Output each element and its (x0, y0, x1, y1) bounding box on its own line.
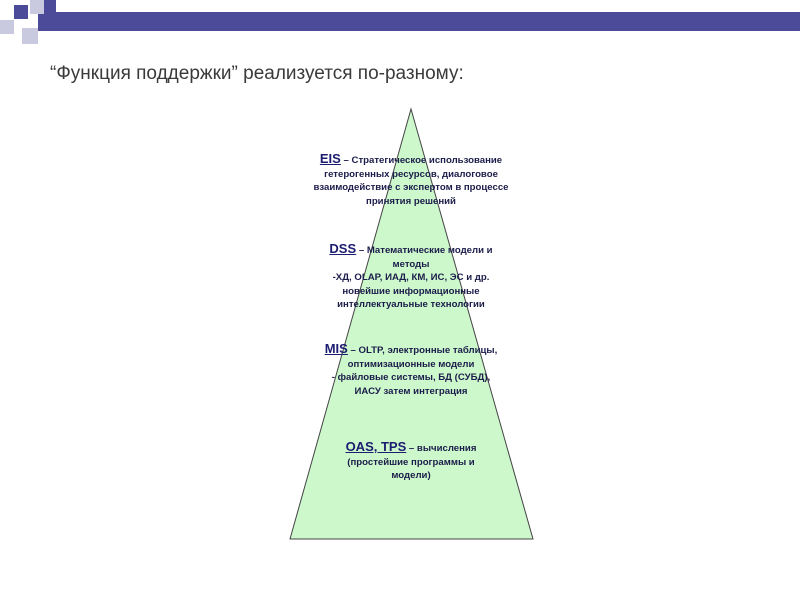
level-text: новейшие информационные (342, 285, 480, 297)
level-text: модели) (391, 470, 431, 481)
level-text: – OLTP, электронные таблицы, (350, 345, 498, 356)
level-acronym: MIS (324, 341, 348, 356)
level-acronym: OAS, TPS (345, 439, 407, 454)
level-text: методы (392, 258, 430, 270)
slide-title: “Функция поддержки” реализуется по-разному: (50, 63, 464, 84)
level-text: взаимодействие с экспертом в процессе (313, 182, 509, 193)
pyramid-level-dss (306, 242, 516, 312)
level-text: интеллектуальные технологии (337, 299, 485, 310)
level-acronym: EIS (319, 151, 341, 166)
pyramid-level-mis (301, 342, 521, 398)
level-text: ИАСУ затем интеграция (354, 385, 468, 397)
level-text: - файловые системы, БД (СУБД), (331, 372, 491, 383)
level-text: (простейшие программы и (347, 456, 475, 468)
level-text: гетерогенных ресурсов, диалоговое (324, 168, 498, 180)
level-text: – Математические модели и (358, 245, 493, 256)
pyramid-level-eis (296, 152, 526, 208)
level-text: оптимизационные модели (347, 358, 475, 370)
pyramid-level-oas-tps (316, 440, 506, 483)
level-acronym: DSS (329, 241, 357, 256)
level-text: – Стратегическое использование (343, 155, 503, 166)
level-text: – вычисления (408, 443, 477, 454)
level-text: -ХД, OLAP, ИАД, КМ, ИС, ЭС и др. (332, 272, 490, 283)
level-text: принятия решений (366, 195, 456, 207)
